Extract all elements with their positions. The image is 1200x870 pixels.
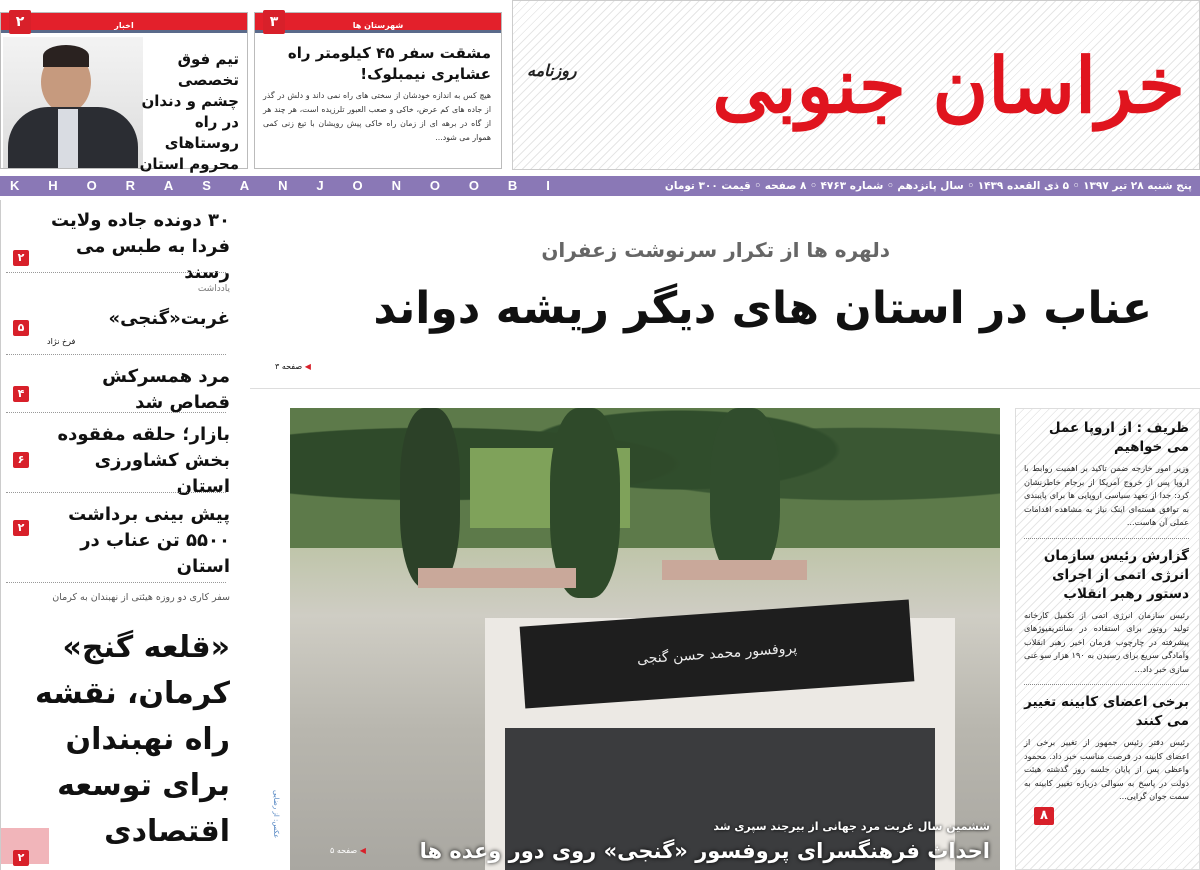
letter: N [391,178,401,193]
letter: O [86,178,97,193]
tomb-text: پروفسور محمد حسن گنجی [636,640,798,668]
photo-page-ref: ◀ صفحه ۵ [330,846,366,855]
left-item[interactable] [40,364,230,416]
feature-headline[interactable]: «قلعه گنج» کرمان، نقشه راه نهبندان برای توسعه اقتصادی [35,630,230,849]
page-badge: ۶ [13,452,29,468]
bench [418,568,576,588]
summary: رئیس سازمان انرژی اتمی از تکمیل کارخانه تولید روتور برای استفاده در سانتریفیوژهای پیشرفته در چارچوب فرمان اخیر رهبر انقلاب وآمادگی سریع برای رسیدن به ۱۹۰ هزار سو غنی سازی خبر داد... [1024,609,1189,674]
photo-headline: احداث فرهنگسرای پروفسور «گنجی» روی دور وعده ها [419,839,990,863]
headline: برخی اعضای کابینه تغییر می کنند [1024,694,1189,729]
arrow-icon: ◀ [304,362,311,371]
summary: هیچ کس به اندازه خودشان از سختی های راه نمی داند و دلش در گذر از جاده های کم عرض، خاکی و صعب العبور تلرزیده است، هر چند هر از گاه در برهه ای از زمان راه خاکی پیش رویشان با تیغ زنی کمی هموار می شود... [263,91,491,142]
letter: A [163,178,174,193]
left-item[interactable] [40,422,230,500]
headline: مشقت سفر ۴۵ کیلومتر راه عشایری نیمبلوک! [287,44,491,83]
headline: گزارش رئیس سازمان انرژی اتمی از اجرای دستور رهبر انقلاب [1043,547,1189,602]
headline: ۳۰ دونده جاده ولایت فردا به طبس می رسند [51,210,230,283]
summary: وزیر امور خارجه ضمن تاکید بر اهمیت روابط با اروپا پس از خروج آمریکا از برجام خاطرنشان کرد: جدا از تعهد سیاسی اروپایی ها برای پایبندی به توافق هسته‌ای اینک نیاز به مشاهده اقدامات عملی آن هاست... [1024,463,1189,527]
page-ref: صفحه ۵ [330,846,358,855]
author: فرخ نژاد [47,337,76,346]
letter: I [546,178,550,193]
section-label: اخبار [114,21,134,30]
letter: A [239,178,250,193]
lead-kicker: دلهره ها از تکرار سرنوشت زعفران [541,238,890,262]
letter: O [429,178,440,193]
section-header [1,13,247,33]
letter: H [48,178,58,193]
photo-kicker: ششمین سال غربت مرد جهانی از بیرجند سپری شد [713,820,990,833]
page-badge: ۲ [13,520,29,536]
letter: B [507,178,518,193]
lead-page-ref[interactable] [275,362,311,371]
headline: بازار؛ حلقه مفقوده بخش کشاورزی استان [57,424,230,497]
bench [662,560,807,580]
lead-photo[interactable] [290,408,1000,870]
photo-credit: عکس: از رضایی [272,790,280,839]
letter: R [125,178,136,193]
summary: رئیس دفتر رئیس جمهور از تغییر برخی از اعضای کابینه در فرصت مناسب خبر داد. محمود واعظی پس از پایان جلسه روز گذشته هیئت دولت در پاسخ به سوالی درباره تغییر کابینه به سمت جوان گرایی... [1024,737,1189,801]
section-header [255,13,501,33]
left-item[interactable] [40,208,230,286]
page-badge: ۳ [263,10,285,34]
page-badge: ۵ [13,320,29,336]
masthead-label: روزنامه [527,61,577,80]
news-box-akhbar[interactable] [0,12,248,173]
news-box-shahrestan[interactable] [254,12,502,169]
headline: مرد همسرکش قصاص شد [102,366,230,413]
left-item[interactable] [40,502,230,580]
right-item[interactable] [1024,419,1189,530]
letter: S [202,178,211,193]
page-badge: ۲ [9,10,31,34]
headline: ظریف : از اروپا عمل می خواهیم [1048,420,1189,455]
news-content [263,43,491,145]
letter: N [278,178,288,193]
latin-title [0,176,560,196]
left-item[interactable] [40,306,230,332]
page-badge: ۸ [1034,807,1054,825]
right-column [1015,408,1200,870]
letter: J [316,178,324,193]
left-column [0,200,245,870]
person-photo [3,37,143,168]
headline: تیم فوق تخصصی چشم و دندان در راه روستاهای محروم استان [139,50,239,173]
masthead-bar [0,176,1200,196]
feature-kicker: سفر کاری دو روزه هیئتی از نهبندان به کرمان [52,592,230,603]
letter: K [10,178,20,193]
letter: O [468,178,480,193]
letter: O [352,178,363,193]
right-item[interactable] [1024,693,1189,823]
page-badge: ۲ [13,250,29,266]
section-label: شهرستان ها [352,21,404,30]
kicker: یادداشت [197,284,230,294]
right-item[interactable] [1024,547,1189,677]
masthead-logo: خراسان جنوبی [712,41,1185,130]
headline: غربت«گنجی» [108,308,230,329]
page-badge: ۴ [13,386,29,402]
headline: پیش بینی برداشت ۵۵۰۰ تن عناب در استان [68,504,230,577]
masthead [512,0,1200,170]
page-ref: صفحه ۳ [275,362,303,371]
dateline: پنج شنبه ۲۸ تیر ۱۳۹۷ ◦ ۵ ذی القعده ۱۴۳۹ ◦ سال پانزدهم ◦ شماره ۴۷۶۳ ◦ ۸ صفحه ◦ قیمت ۳۰۰ تومان [664,180,1192,192]
page-badge: ۲ [13,850,29,866]
lead-headline[interactable]: عناب در استان های دیگر ریشه دواند [373,283,1152,334]
